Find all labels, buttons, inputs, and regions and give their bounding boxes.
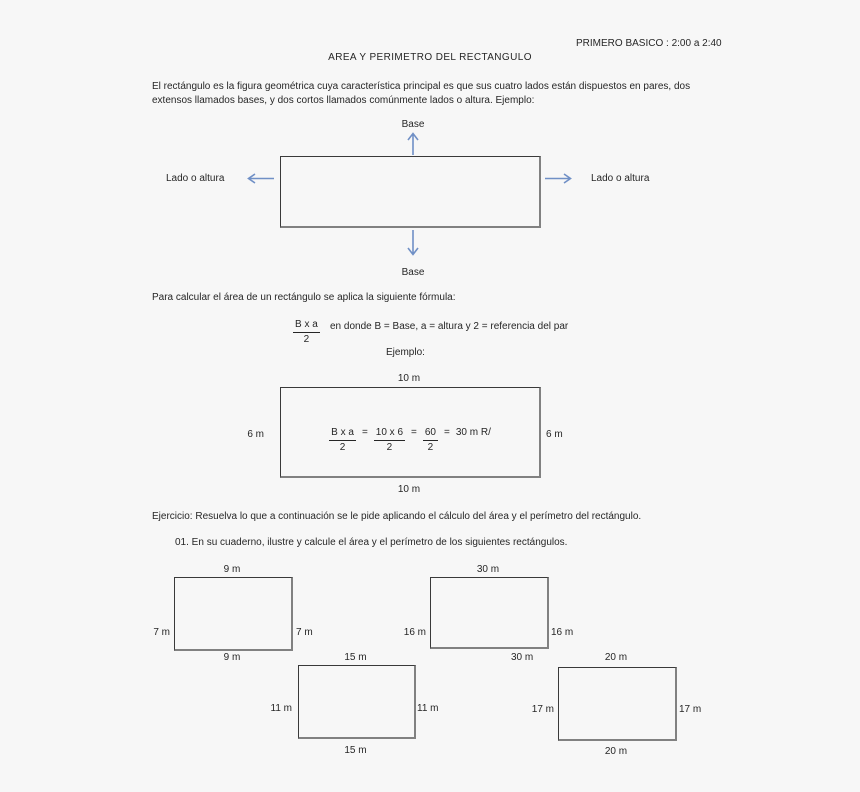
intro-line-1: El rectángulo es la figura geométrica cuya característica principal es que sus cuatro lados están dispuestos en pares, dos xyxy=(152,81,691,92)
rect2-left-label: 16 m xyxy=(403,627,426,638)
calc-equals-3: = xyxy=(444,427,450,438)
formula-fraction-numerator: B x a xyxy=(293,318,320,333)
calc-frac1-numerator: B x a xyxy=(329,426,356,441)
diagram-base-top-label: Base xyxy=(401,119,425,130)
calc-frac1-denominator: 2 xyxy=(339,442,346,453)
rect2-top-label: 30 m xyxy=(476,564,500,575)
exercise-instruction: Ejercicio: Resuelva lo que a continuación se le pide aplicando el cálculo del área y el perímetro del rectángulo. xyxy=(152,511,642,522)
intro-paragraph xyxy=(152,80,690,108)
intro-line-2: extensos llamados bases, y dos cortos llamados comúnmente lados o altura. Ejemplo: xyxy=(152,95,535,106)
calc-frac3-numerator: 60 xyxy=(423,426,438,441)
example-calculation xyxy=(281,426,539,454)
rect4-bottom-label: 20 m xyxy=(604,746,628,757)
calc-equals-1: = xyxy=(361,427,368,438)
calc-frac2-denominator: 2 xyxy=(386,442,393,453)
calc-frac2-numerator: 10 x 6 xyxy=(374,426,405,441)
rect4-top-label: 20 m xyxy=(604,652,628,663)
formula-intro: Para calcular el área de un rectángulo se aplica la siguiente fórmula: xyxy=(152,292,456,303)
example-top-label: 10 m xyxy=(397,373,421,384)
diagram-side-left-label: Lado o altura xyxy=(166,173,225,184)
exercise-item-01: 01. En su cuaderno, ilustre y calcule el área y el perímetro de los siguientes rectángulos. xyxy=(175,537,568,548)
calc-equals-2: = xyxy=(411,427,417,438)
rect3-top-label: 15 m xyxy=(344,652,367,663)
rect4-right-label: 17 m xyxy=(679,704,702,715)
rect4-left-label: 17 m xyxy=(531,704,554,715)
rect3-left-label: 11 m xyxy=(270,703,292,714)
arrow-up-icon xyxy=(406,131,420,156)
rect1-right-label: 7 m xyxy=(296,627,313,638)
arrow-right-icon xyxy=(544,172,573,185)
exercise-rectangle-2 xyxy=(430,577,549,649)
rect1-top-label: 9 m xyxy=(223,564,241,575)
example-left-label: 6 m xyxy=(247,429,264,440)
diagram-rectangle xyxy=(280,156,541,228)
example-heading: Ejemplo: xyxy=(386,347,425,358)
calc-frac3-denominator: 2 xyxy=(427,442,434,453)
arrow-down-icon xyxy=(406,229,420,257)
exercise-rectangle-3 xyxy=(298,665,416,739)
exercise-rectangle-4 xyxy=(558,667,677,741)
arrow-left-icon xyxy=(246,172,275,185)
page-header-time: PRIMERO BASICO : 2:00 a 2:40 xyxy=(576,38,722,49)
exercise-rectangle-1 xyxy=(174,577,293,651)
rect1-bottom-label: 9 m xyxy=(223,652,241,663)
example-right-label: 6 m xyxy=(546,429,563,440)
rect3-bottom-label: 15 m xyxy=(344,745,367,756)
rect2-right-label: 16 m xyxy=(551,627,574,638)
formula-fraction-denominator: 2 xyxy=(303,334,310,345)
formula-explanation: en donde B = Base, a = altura y 2 = referencia del par xyxy=(330,321,569,332)
example-bottom-label: 10 m xyxy=(397,484,421,495)
rect1-left-label: 7 m xyxy=(153,627,170,638)
example-rectangle xyxy=(280,387,541,478)
diagram-base-bottom-label: Base xyxy=(401,267,425,278)
formula-fraction xyxy=(293,318,320,346)
rect3-right-label: 11 m xyxy=(417,703,439,714)
rect2-bottom-label: 30 m xyxy=(511,652,534,663)
page-title: AREA Y PERIMETRO DEL RECTANGULO xyxy=(328,52,532,63)
calc-result: 30 m R/ xyxy=(455,427,491,438)
diagram-side-right-label: Lado o altura xyxy=(591,173,650,184)
